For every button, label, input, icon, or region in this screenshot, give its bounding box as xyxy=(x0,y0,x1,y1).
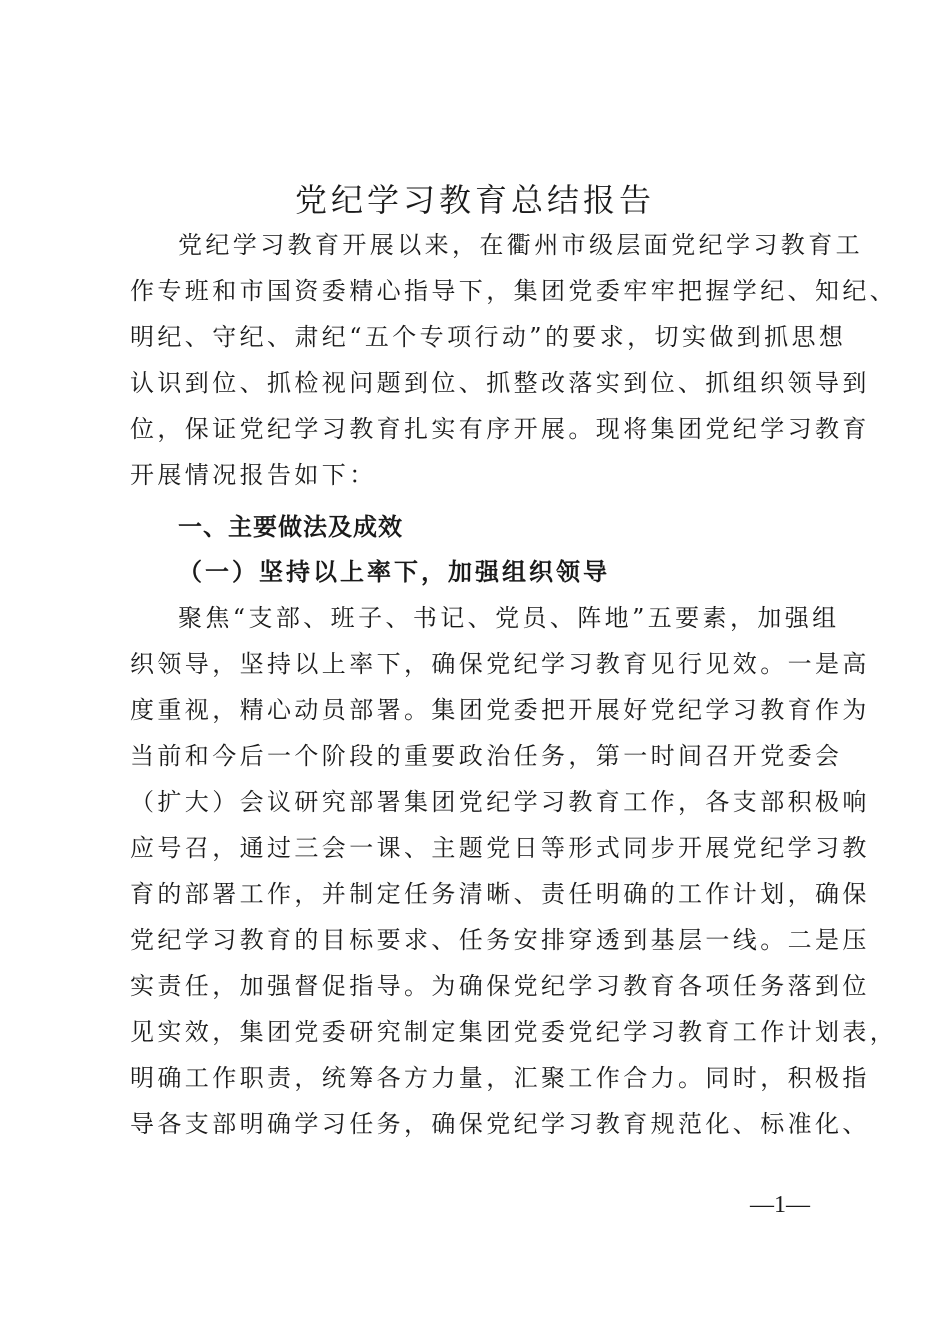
section-heading: 一、主要做法及成效 xyxy=(178,513,403,541)
body-line: 度重视，精心动员部署。集团党委把开展好党纪学习教育作为 xyxy=(130,696,870,724)
page-number: —1— xyxy=(750,1192,810,1218)
intro-line: 党纪学习教育开展以来，在衢州市级层面党纪学习教育工 xyxy=(178,231,863,259)
document-title: 党纪学习教育总结报告 xyxy=(294,181,655,219)
intro-line: 开展情况报告如下： xyxy=(130,461,377,489)
body-line: 明确工作职责，统筹各方力量，汇聚工作合力。同时，积极指 xyxy=(130,1064,870,1092)
body-line: 应号召，通过三会一课、主题党日等形式同步开展党纪学习教 xyxy=(130,834,870,862)
body-line: 当前和今后一个阶段的重要政治任务，第一时间召开党委会 xyxy=(130,742,843,770)
body-line: 实责任，加强督促指导。为确保党纪学习教育各项任务落到位 xyxy=(130,972,870,1000)
intro-paragraph xyxy=(130,222,898,498)
body-line: 党纪学习教育的目标要求、任务安排穿透到基层一线。二是压 xyxy=(130,926,870,954)
body-line: 聚焦“支部、班子、书记、党员、阵地”五要素，加强组 xyxy=(178,604,840,632)
body-line: （扩大）会议研究部署集团党纪学习教育工作，各支部积极响 xyxy=(130,788,870,816)
intro-line: 认识到位、抓检视问题到位、抓整改落实到位、抓组织领导到 xyxy=(130,369,870,397)
body-paragraph xyxy=(130,595,898,1147)
subsection-heading: （一）坚持以上率下，加强组织领导 xyxy=(178,557,610,586)
body-line: 导各支部明确学习任务，确保党纪学习教育规范化、标准化、 xyxy=(130,1110,870,1138)
intro-line: 位，保证党纪学习教育扎实有序开展。现将集团党纪学习教育 xyxy=(130,415,870,443)
intro-line: 作专班和市国资委精心指导下，集团党委牢牢把握学纪、知纪、 xyxy=(130,277,898,305)
body-line: 织领导，坚持以上率下，确保党纪学习教育见行见效。一是高 xyxy=(130,650,870,678)
body-line: 见实效，集团党委研究制定集团党委党纪学习教育工作计划表， xyxy=(130,1018,898,1046)
intro-line: 明纪、守纪、肃纪“五个专项行动”的要求，切实做到抓思想 xyxy=(130,323,847,351)
body-line: 育的部署工作，并制定任务清晰、责任明确的工作计划，确保 xyxy=(130,880,870,908)
